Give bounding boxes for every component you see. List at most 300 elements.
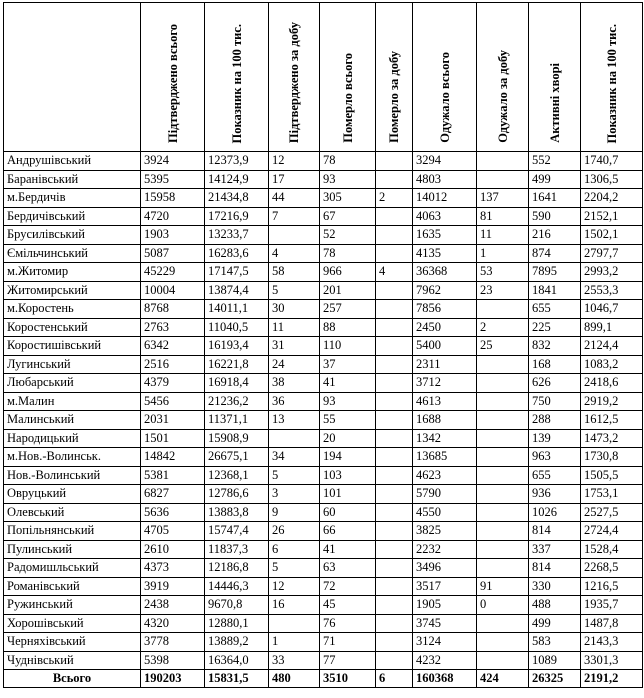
value-cell	[376, 318, 413, 337]
value-cell	[376, 244, 413, 263]
value-cell: 2797,7	[581, 244, 643, 263]
value-cell: 78	[320, 244, 376, 263]
table-row	[4, 577, 643, 596]
value-cell: 5	[269, 466, 320, 485]
value-cell: 13	[269, 411, 320, 430]
column-header	[529, 3, 581, 152]
value-cell: 2232	[413, 540, 477, 559]
value-cell: 2204,2	[581, 189, 643, 208]
total-row	[4, 670, 643, 688]
value-cell: 1	[477, 244, 529, 263]
table-row	[4, 281, 643, 300]
value-cell: 16193,4	[205, 337, 269, 356]
total-value-cell: 15831,5	[205, 670, 269, 688]
value-cell: 4135	[413, 244, 477, 263]
value-cell: 1753,1	[581, 485, 643, 504]
value-cell	[376, 411, 413, 430]
value-cell: 15958	[141, 189, 205, 208]
value-cell: 2311	[413, 355, 477, 374]
value-cell: 55	[320, 411, 376, 430]
value-cell: 30	[269, 300, 320, 319]
value-cell	[376, 540, 413, 559]
district-name-cell: Коростишівський	[4, 337, 141, 356]
value-cell: 16	[269, 596, 320, 615]
value-cell	[376, 633, 413, 652]
district-name-cell: Брусилівський	[4, 226, 141, 245]
value-cell: 41	[320, 540, 376, 559]
column-header-label: Померло за добу	[387, 51, 401, 143]
value-cell: 1342	[413, 429, 477, 448]
value-cell	[376, 559, 413, 578]
value-cell: 17	[269, 170, 320, 189]
value-cell: 93	[320, 392, 376, 411]
value-cell: 67	[320, 207, 376, 226]
value-cell: 2143,3	[581, 633, 643, 652]
value-cell: 63	[320, 559, 376, 578]
table-row	[4, 263, 643, 282]
table-row	[4, 633, 643, 652]
value-cell: 1635	[413, 226, 477, 245]
value-cell: 1046,7	[581, 300, 643, 319]
table-row	[4, 318, 643, 337]
value-cell: 590	[529, 207, 581, 226]
value-cell	[376, 522, 413, 541]
value-cell: 4550	[413, 503, 477, 522]
value-cell	[376, 577, 413, 596]
value-cell	[477, 559, 529, 578]
district-name-cell: Нов.-Волинський	[4, 466, 141, 485]
value-cell: 814	[529, 559, 581, 578]
column-header	[581, 3, 643, 152]
value-cell: 0	[477, 596, 529, 615]
district-name-cell: Баранівський	[4, 170, 141, 189]
value-cell: 4803	[413, 170, 477, 189]
column-header	[205, 3, 269, 152]
value-cell: 2919,2	[581, 392, 643, 411]
district-name-cell: м.Бердичів	[4, 189, 141, 208]
value-cell: 1501	[141, 429, 205, 448]
value-cell: 1026	[529, 503, 581, 522]
value-cell: 16918,4	[205, 374, 269, 393]
value-cell	[477, 355, 529, 374]
value-cell: 3301,3	[581, 651, 643, 670]
value-cell: 58	[269, 263, 320, 282]
table-row	[4, 540, 643, 559]
value-cell: 52	[320, 226, 376, 245]
value-cell: 1502,1	[581, 226, 643, 245]
value-cell: 11837,3	[205, 540, 269, 559]
value-cell	[376, 152, 413, 171]
column-header	[413, 3, 477, 152]
value-cell: 13233,7	[205, 226, 269, 245]
value-cell: 3496	[413, 559, 477, 578]
table-row	[4, 170, 643, 189]
district-name-cell: Радомишльський	[4, 559, 141, 578]
value-cell: 36368	[413, 263, 477, 282]
table-row	[4, 651, 643, 670]
value-cell: 3124	[413, 633, 477, 652]
value-cell: 6342	[141, 337, 205, 356]
value-cell	[376, 466, 413, 485]
column-header-label: Показник на 100 тис.	[229, 23, 244, 143]
table-row	[4, 614, 643, 633]
value-cell: 5	[269, 281, 320, 300]
value-cell: 4	[269, 244, 320, 263]
district-name-cell: Олевський	[4, 503, 141, 522]
value-cell: 2553,3	[581, 281, 643, 300]
district-name-cell: Коростенський	[4, 318, 141, 337]
district-name-cell: Черняхівський	[4, 633, 141, 652]
value-cell: 257	[320, 300, 376, 319]
value-cell: 14012	[413, 189, 477, 208]
district-name-cell: Ружинський	[4, 596, 141, 615]
value-cell: 3294	[413, 152, 477, 171]
total-value-cell: 6	[376, 670, 413, 688]
value-cell: 2	[376, 189, 413, 208]
value-cell: 38	[269, 374, 320, 393]
value-cell: 13883,8	[205, 503, 269, 522]
value-cell	[477, 633, 529, 652]
value-cell	[477, 651, 529, 670]
value-cell: 1505,5	[581, 466, 643, 485]
value-cell	[477, 392, 529, 411]
district-name-cell: Овруцький	[4, 485, 141, 504]
district-name-cell: Пулинський	[4, 540, 141, 559]
value-cell: 26675,1	[205, 448, 269, 467]
total-value-cell: 3510	[320, 670, 376, 688]
value-cell: 11	[269, 318, 320, 337]
value-cell	[376, 337, 413, 356]
value-cell: 225	[529, 318, 581, 337]
value-cell: 3924	[141, 152, 205, 171]
value-cell: 655	[529, 300, 581, 319]
value-cell: 4623	[413, 466, 477, 485]
value-cell	[376, 300, 413, 319]
value-cell: 25	[477, 337, 529, 356]
value-cell: 1688	[413, 411, 477, 430]
value-cell: 1903	[141, 226, 205, 245]
column-header-label: Померло всього	[340, 53, 355, 143]
value-cell: 44	[269, 189, 320, 208]
column-header	[477, 3, 529, 152]
value-cell: 5400	[413, 337, 477, 356]
value-cell: 1487,8	[581, 614, 643, 633]
value-cell: 137	[477, 189, 529, 208]
district-name-cell: м.Нов.-Волинськ.	[4, 448, 141, 467]
column-header	[320, 3, 376, 152]
value-cell: 1089	[529, 651, 581, 670]
district-name-cell: Лугинський	[4, 355, 141, 374]
district-name-cell: Романівський	[4, 577, 141, 596]
value-cell: 6	[269, 540, 320, 559]
value-cell	[376, 374, 413, 393]
value-cell: 5087	[141, 244, 205, 263]
table-row	[4, 559, 643, 578]
value-cell: 936	[529, 485, 581, 504]
value-cell: 1612,5	[581, 411, 643, 430]
value-cell: 874	[529, 244, 581, 263]
value-cell: 33	[269, 651, 320, 670]
value-cell: 12	[269, 152, 320, 171]
value-cell: 76	[320, 614, 376, 633]
district-name-cell: Ємільчинський	[4, 244, 141, 263]
value-cell: 12880,1	[205, 614, 269, 633]
value-cell: 17216,9	[205, 207, 269, 226]
value-cell: 26	[269, 522, 320, 541]
district-name-cell: Малинський	[4, 411, 141, 430]
value-cell: 88	[320, 318, 376, 337]
value-cell: 12	[269, 577, 320, 596]
value-cell	[376, 448, 413, 467]
value-cell	[376, 614, 413, 633]
value-cell: 1528,4	[581, 540, 643, 559]
value-cell: 93	[320, 170, 376, 189]
value-cell: 81	[477, 207, 529, 226]
total-value-cell: 26325	[529, 670, 581, 688]
value-cell: 4373	[141, 559, 205, 578]
value-cell: 168	[529, 355, 581, 374]
value-cell: 6827	[141, 485, 205, 504]
value-cell: 5381	[141, 466, 205, 485]
district-name-cell: м.Малин	[4, 392, 141, 411]
value-cell: 15908,9	[205, 429, 269, 448]
value-cell: 1641	[529, 189, 581, 208]
value-cell: 9670,8	[205, 596, 269, 615]
value-cell	[376, 596, 413, 615]
header-row	[4, 3, 643, 152]
table-row	[4, 244, 643, 263]
value-cell: 2124,4	[581, 337, 643, 356]
value-cell: 2527,5	[581, 503, 643, 522]
value-cell: 72	[320, 577, 376, 596]
value-cell: 750	[529, 392, 581, 411]
district-name-cell: Народицький	[4, 429, 141, 448]
value-cell: 216	[529, 226, 581, 245]
value-cell: 966	[320, 263, 376, 282]
value-cell	[477, 429, 529, 448]
district-name-cell: Андрушівський	[4, 152, 141, 171]
value-cell: 53	[477, 263, 529, 282]
value-cell: 2516	[141, 355, 205, 374]
value-cell: 71	[320, 633, 376, 652]
total-value-cell: 480	[269, 670, 320, 688]
value-cell	[376, 651, 413, 670]
district-name-cell: Любарський	[4, 374, 141, 393]
value-cell	[269, 226, 320, 245]
total-label-cell: Всього	[4, 670, 141, 688]
column-header-label: Показник на 100 тис.	[604, 23, 619, 143]
value-cell: 2610	[141, 540, 205, 559]
value-cell: 2438	[141, 596, 205, 615]
value-cell: 14011,1	[205, 300, 269, 319]
value-cell: 34	[269, 448, 320, 467]
value-cell: 101	[320, 485, 376, 504]
value-cell	[477, 485, 529, 504]
value-cell: 60	[320, 503, 376, 522]
value-cell: 5456	[141, 392, 205, 411]
district-name-cell: Чуднівський	[4, 651, 141, 670]
value-cell: 45229	[141, 263, 205, 282]
table-row	[4, 355, 643, 374]
value-cell: 1905	[413, 596, 477, 615]
value-cell: 10004	[141, 281, 205, 300]
value-cell: 12186,8	[205, 559, 269, 578]
district-name-cell: Попільнянський	[4, 522, 141, 541]
column-header-label: Активні хворі	[547, 63, 562, 143]
value-cell: 4379	[141, 374, 205, 393]
value-cell	[376, 170, 413, 189]
value-cell	[477, 614, 529, 633]
table-row	[4, 226, 643, 245]
value-cell: 11040,5	[205, 318, 269, 337]
value-cell	[376, 485, 413, 504]
value-cell: 4232	[413, 651, 477, 670]
value-cell: 305	[320, 189, 376, 208]
value-cell: 13874,4	[205, 281, 269, 300]
value-cell: 2450	[413, 318, 477, 337]
column-header	[376, 3, 413, 152]
value-cell	[376, 503, 413, 522]
value-cell: 626	[529, 374, 581, 393]
value-cell: 3919	[141, 577, 205, 596]
value-cell: 31	[269, 337, 320, 356]
total-value-cell: 424	[477, 670, 529, 688]
total-value-cell: 160368	[413, 670, 477, 688]
value-cell: 5636	[141, 503, 205, 522]
value-cell: 2724,4	[581, 522, 643, 541]
value-cell: 20	[320, 429, 376, 448]
district-name-cell: Бердичівський	[4, 207, 141, 226]
table-row	[4, 503, 643, 522]
value-cell: 2268,5	[581, 559, 643, 578]
value-cell: 201	[320, 281, 376, 300]
value-cell: 4320	[141, 614, 205, 633]
value-cell	[477, 300, 529, 319]
value-cell: 103	[320, 466, 376, 485]
value-cell: 3517	[413, 577, 477, 596]
column-header	[141, 3, 205, 152]
total-value-cell: 2191,2	[581, 670, 643, 688]
value-cell: 1935,7	[581, 596, 643, 615]
table-row	[4, 485, 643, 504]
value-cell: 21236,2	[205, 392, 269, 411]
value-cell: 583	[529, 633, 581, 652]
value-cell	[477, 522, 529, 541]
value-cell: 110	[320, 337, 376, 356]
value-cell	[477, 503, 529, 522]
header-cell-district	[4, 3, 141, 152]
value-cell	[477, 540, 529, 559]
table-row	[4, 152, 643, 171]
table-row	[4, 411, 643, 430]
table-row	[4, 466, 643, 485]
value-cell: 16364,0	[205, 651, 269, 670]
table-row	[4, 522, 643, 541]
value-cell: 5790	[413, 485, 477, 504]
value-cell	[269, 614, 320, 633]
value-cell: 2993,2	[581, 263, 643, 282]
covid-stats-table	[3, 2, 643, 688]
value-cell: 14446,3	[205, 577, 269, 596]
value-cell: 1473,2	[581, 429, 643, 448]
table-row	[4, 300, 643, 319]
value-cell: 2763	[141, 318, 205, 337]
value-cell: 337	[529, 540, 581, 559]
value-cell: 14124,9	[205, 170, 269, 189]
value-cell: 17147,5	[205, 263, 269, 282]
value-cell: 4705	[141, 522, 205, 541]
value-cell: 12373,9	[205, 152, 269, 171]
column-header-label: Одужало за добу	[495, 50, 510, 143]
column-header	[269, 3, 320, 152]
value-cell: 655	[529, 466, 581, 485]
value-cell	[477, 411, 529, 430]
district-name-cell: Житомирський	[4, 281, 141, 300]
value-cell	[376, 207, 413, 226]
value-cell: 78	[320, 152, 376, 171]
value-cell: 66	[320, 522, 376, 541]
total-value-cell: 190203	[141, 670, 205, 688]
value-cell: 814	[529, 522, 581, 541]
column-header-label: Підтверджено за добу	[287, 21, 301, 143]
table-row	[4, 429, 643, 448]
table-row	[4, 392, 643, 411]
value-cell	[477, 170, 529, 189]
value-cell: 2031	[141, 411, 205, 430]
table-row	[4, 374, 643, 393]
table-row	[4, 448, 643, 467]
value-cell: 77	[320, 651, 376, 670]
value-cell: 139	[529, 429, 581, 448]
value-cell: 488	[529, 596, 581, 615]
value-cell: 9	[269, 503, 320, 522]
value-cell: 23	[477, 281, 529, 300]
value-cell	[477, 152, 529, 171]
table-row	[4, 189, 643, 208]
value-cell: 1730,8	[581, 448, 643, 467]
value-cell: 15747,4	[205, 522, 269, 541]
value-cell: 91	[477, 577, 529, 596]
value-cell: 4063	[413, 207, 477, 226]
value-cell: 8768	[141, 300, 205, 319]
value-cell: 288	[529, 411, 581, 430]
value-cell: 7	[269, 207, 320, 226]
value-cell: 499	[529, 170, 581, 189]
table-row	[4, 207, 643, 226]
value-cell: 194	[320, 448, 376, 467]
value-cell: 12786,6	[205, 485, 269, 504]
value-cell: 5395	[141, 170, 205, 189]
value-cell: 4613	[413, 392, 477, 411]
value-cell: 16283,6	[205, 244, 269, 263]
value-cell: 552	[529, 152, 581, 171]
value-cell: 3778	[141, 633, 205, 652]
value-cell: 1	[269, 633, 320, 652]
value-cell: 832	[529, 337, 581, 356]
column-header-label: Одужало всього	[437, 52, 452, 143]
value-cell: 4	[376, 263, 413, 282]
value-cell: 5398	[141, 651, 205, 670]
value-cell	[269, 429, 320, 448]
value-cell: 2	[477, 318, 529, 337]
value-cell: 3	[269, 485, 320, 504]
value-cell: 36	[269, 392, 320, 411]
value-cell: 3825	[413, 522, 477, 541]
value-cell: 2418,6	[581, 374, 643, 393]
district-name-cell: м.Коростень	[4, 300, 141, 319]
value-cell	[477, 448, 529, 467]
value-cell: 2152,1	[581, 207, 643, 226]
